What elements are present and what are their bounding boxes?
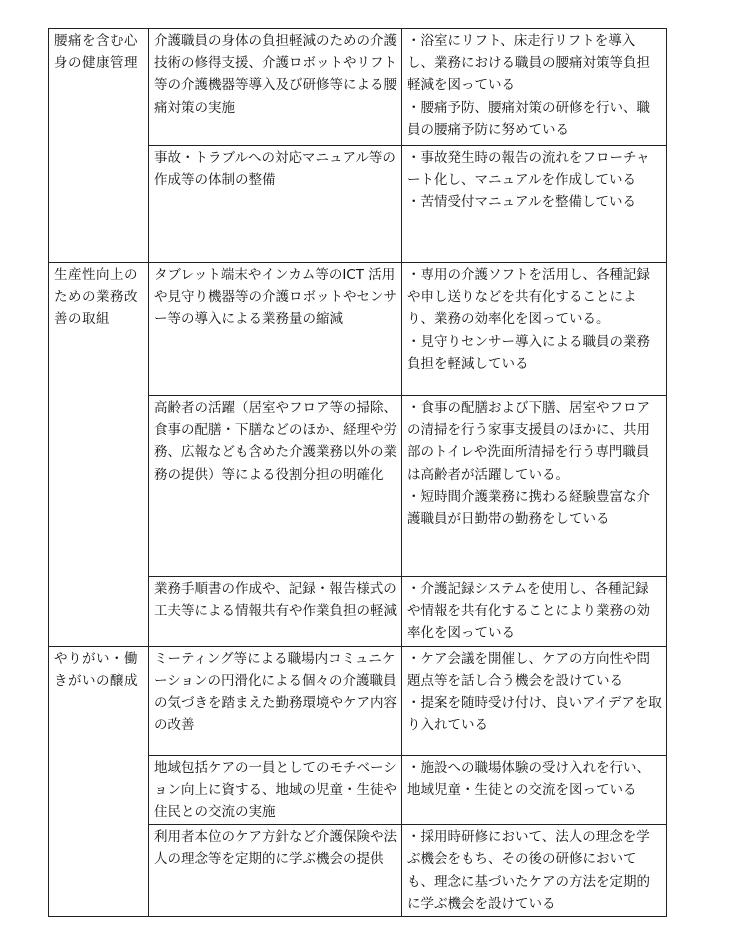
- action-item: ・腰痛予防、腰痛対策の研修を行い、職員の腰痛予防に努めている: [407, 99, 650, 138]
- measure-cell: 業務手順書の作成や、記録・報告様式の工夫等による情報共有や作業負担の軽減: [149, 577, 402, 647]
- actions-cell: [402, 825, 667, 917]
- measure-cell: タブレット端末やインカム等のICT 活用や見守り機器等の介護ロボットやセンサー等の導入による業務量の縮減: [149, 263, 402, 396]
- action-item: ・専用の介護ソフトを活用し、各種記録や申し送りなどを共有化することにより、業務の効率化を図っている。: [407, 267, 650, 328]
- improvement-measures-table: [48, 28, 667, 917]
- measure-cell: 事故・トラブルへの対応マニュアル等の作成等の体制の整備: [149, 146, 402, 263]
- measure-cell: 介護職員の身体の負担軽減のための介護技術の修得支援、介護ロボットやリフト等の介護機器等導入及び研修等による腰痛対策の実施: [149, 29, 402, 146]
- actions-cell: [402, 263, 667, 396]
- action-item: ・食事の配膳および下膳、居室やフロアの清掃を行う家事支援員のほかに、共用部のトイレや洗面所清掃を行う専門職員は高齢者が活躍している。: [407, 400, 650, 483]
- action-item: ・短時間介護業務に携わる経験豊富な介護職員が日勤帯の勤務をしている: [407, 488, 650, 528]
- measure-cell: 地域包括ケアの一員としてのモチベーション向上に資する、地域の児童・生徒や住民との交流の実施: [149, 755, 402, 825]
- actions-cell: [402, 755, 667, 825]
- measure-cell: 高齢者の活躍（居室やフロア等の掃除、食事の配膳・下膳などのほか、経理や労務、広報なども含めた介護業務以外の業務の提供）等による役割分担の明確化: [149, 396, 402, 577]
- table-row: [49, 29, 667, 146]
- actions-cell: [402, 577, 667, 647]
- action-item: ・苦情受付マニュアルを整備している: [407, 194, 636, 211]
- category-cell: 生産性向上のための業務改善の取組: [49, 263, 149, 647]
- category-cell: 腰痛を含む心身の健康管理: [49, 29, 149, 263]
- action-item: ・ケア会議を開催し、ケアの方向性や問題点等を話し合う機会を設けている: [407, 650, 650, 689]
- action-item: ・浴室にリフト、床走行リフトを導入し、業務における職員の腰痛対策等負担軽減を図っている: [407, 33, 650, 94]
- action-item: ・見守りセンサー導入による職員の業務負担を軽減している: [407, 333, 650, 372]
- measure-cell: ミーティング等による職場内コミュニケーションの円滑化による個々の介護職員の気づきを踏まえた勤務環境やケア内容の改善: [149, 646, 402, 755]
- action-item: ・事故発生時の報告の流れをフローチャート化し、マニュアルを作成している: [407, 150, 650, 189]
- actions-cell: [402, 646, 667, 755]
- table-row: [49, 646, 667, 755]
- action-item: ・提案を随時受け付け、良いアイデアを取り入れている: [407, 695, 662, 734]
- actions-cell: [402, 146, 667, 263]
- actions-cell: [402, 29, 667, 146]
- action-item: ・採用時研修において、法人の理念を学ぶ機会をもち、その後の研修においても、理念に基づいたケアの方法を定期的に学ぶ機会を設けている: [407, 829, 650, 912]
- action-item: ・施設への職場体験の受け入れを行い、地域児童・生徒との交流を図っている: [407, 759, 650, 798]
- action-item: ・介護記録システムを使用し、各種記録や情報を共有化することにより業務の効率化を図っている: [407, 581, 650, 642]
- measure-cell: 利用者本位のケア方針など介護保険や法人の理念等を定期的に学ぶ機会の提供: [149, 825, 402, 917]
- actions-cell: [402, 396, 667, 577]
- category-cell: やりがい・働きがいの醸成: [49, 646, 149, 916]
- table-row: [49, 263, 667, 396]
